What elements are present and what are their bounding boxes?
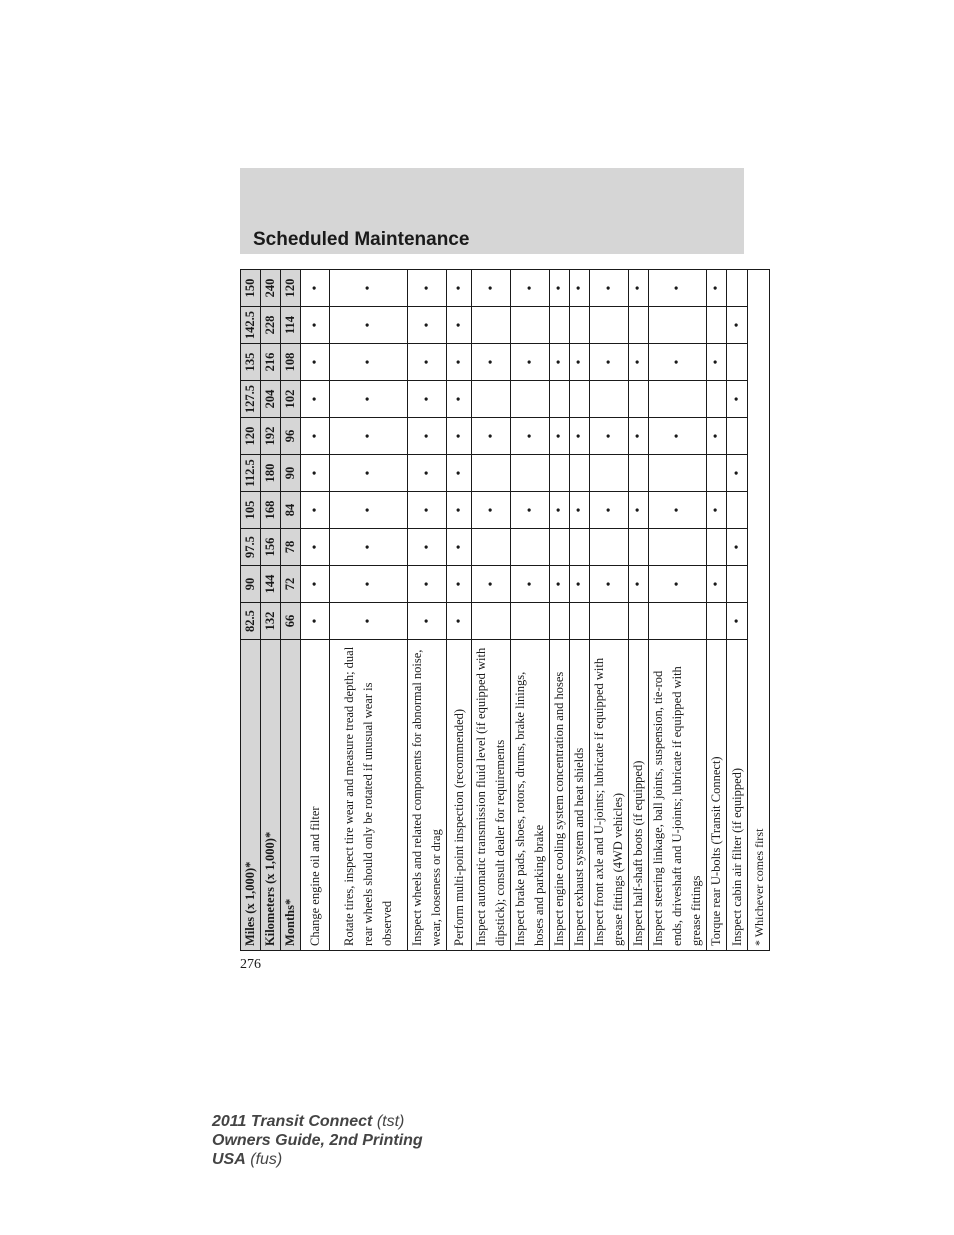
service-item-label: Inspect front axle and U-joints; lubricate if equipped with grease fittings (4WD vehicles) <box>590 640 629 951</box>
schedule-mark-cell: • <box>570 270 590 307</box>
schedule-mark-cell: • <box>707 492 727 529</box>
schedule-mark-cell: • <box>629 270 649 307</box>
schedule-mark-cell: • <box>330 566 408 603</box>
schedule-mark-cell <box>550 603 570 640</box>
schedule-mark-cell: • <box>408 529 447 566</box>
schedule-mark-cell: • <box>408 492 447 529</box>
service-item-label: Inspect wheels and related components for abnormal noise, wear, looseness or drag <box>408 640 447 951</box>
schedule-mark-cell <box>570 381 590 418</box>
schedule-mark-cell: • <box>330 455 408 492</box>
maintenance-schedule-table <box>240 269 770 951</box>
footer-line-model <box>212 1112 423 1131</box>
schedule-mark-cell: • <box>472 492 511 529</box>
schedule-mark-cell <box>727 566 748 603</box>
footer-region-code: (fus) <box>250 1151 283 1168</box>
interval-value-cell: 78 <box>281 529 301 566</box>
schedule-mark-cell: • <box>629 344 649 381</box>
schedule-mark-cell: • <box>550 344 570 381</box>
schedule-mark-cell: • <box>727 307 748 344</box>
schedule-mark-cell <box>707 455 727 492</box>
schedule-mark-cell: • <box>447 381 472 418</box>
schedule-mark-cell: • <box>472 344 511 381</box>
rotated-table-wrapper <box>240 270 766 951</box>
schedule-mark-cell: • <box>649 492 707 529</box>
interval-value-cell: 66 <box>281 603 301 640</box>
schedule-mark-cell: • <box>727 603 748 640</box>
footer-line-guide: Owners Guide, 2nd Printing <box>212 1132 423 1149</box>
schedule-mark-cell: • <box>330 529 408 566</box>
schedule-mark-cell <box>570 455 590 492</box>
interval-value-cell: 84 <box>281 492 301 529</box>
section-header-band <box>240 168 744 254</box>
schedule-mark-cell: • <box>330 603 408 640</box>
schedule-mark-cell <box>649 529 707 566</box>
footer-line-region <box>212 1150 423 1169</box>
schedule-mark-cell: • <box>570 492 590 529</box>
interval-value-cell: 228 <box>261 307 281 344</box>
schedule-mark-cell: • <box>590 418 629 455</box>
service-item-label: Inspect brake pads, shoes, rotors, drums, brake linings, hoses and parking brake <box>511 640 550 951</box>
footnote-text: * Whichever comes first <box>748 270 770 951</box>
schedule-mark-cell: • <box>447 603 472 640</box>
schedule-mark-cell <box>727 270 748 307</box>
header-label-cell: Kilometers (x 1,000)* <box>261 640 281 951</box>
interval-value-cell: 120 <box>281 270 301 307</box>
schedule-mark-cell: • <box>408 566 447 603</box>
schedule-mark-cell: • <box>301 566 330 603</box>
schedule-mark-cell <box>707 603 727 640</box>
schedule-mark-cell <box>590 603 629 640</box>
schedule-mark-cell: • <box>649 270 707 307</box>
interval-value-cell: 240 <box>261 270 281 307</box>
schedule-mark-cell: • <box>570 418 590 455</box>
schedule-mark-cell <box>511 603 550 640</box>
schedule-mark-cell: • <box>472 566 511 603</box>
schedule-mark-cell <box>472 381 511 418</box>
interval-value-cell: 72 <box>281 566 301 603</box>
table-row <box>649 270 707 951</box>
schedule-mark-cell <box>590 307 629 344</box>
schedule-mark-cell: • <box>330 381 408 418</box>
table-row <box>590 270 629 951</box>
schedule-mark-cell: • <box>707 344 727 381</box>
schedule-mark-cell: • <box>330 344 408 381</box>
schedule-mark-cell <box>570 603 590 640</box>
schedule-mark-cell: • <box>301 492 330 529</box>
schedule-mark-cell: • <box>301 381 330 418</box>
interval-value-cell: 180 <box>261 455 281 492</box>
schedule-mark-cell: • <box>550 566 570 603</box>
schedule-mark-cell: • <box>511 566 550 603</box>
table-row <box>301 270 330 951</box>
schedule-mark-cell <box>590 455 629 492</box>
schedule-mark-cell <box>472 455 511 492</box>
schedule-mark-cell: • <box>629 566 649 603</box>
schedule-mark-cell: • <box>447 492 472 529</box>
schedule-mark-cell: • <box>447 418 472 455</box>
schedule-mark-cell: • <box>301 270 330 307</box>
schedule-mark-cell: • <box>550 270 570 307</box>
schedule-mark-cell <box>550 529 570 566</box>
schedule-mark-cell <box>629 381 649 418</box>
schedule-mark-cell: • <box>511 492 550 529</box>
table-row <box>408 270 447 951</box>
schedule-mark-cell <box>570 529 590 566</box>
schedule-mark-cell: • <box>301 418 330 455</box>
interval-value-cell: 156 <box>261 529 281 566</box>
interval-value-cell: 150 <box>241 270 261 307</box>
interval-value-cell: 127.5 <box>241 381 261 418</box>
schedule-mark-cell <box>649 455 707 492</box>
table-row <box>727 270 748 951</box>
schedule-mark-cell: • <box>727 455 748 492</box>
footer-model-name: 2011 Transit Connect <box>212 1113 373 1130</box>
schedule-mark-cell: • <box>408 344 447 381</box>
header-label-cell: Miles (x 1,000)* <box>241 640 261 951</box>
table-row <box>707 270 727 951</box>
service-item-label: Perform multi-point inspection (recommended) <box>447 640 472 951</box>
schedule-mark-cell <box>629 603 649 640</box>
schedule-mark-cell: • <box>447 566 472 603</box>
table-row <box>472 270 511 951</box>
schedule-mark-cell: • <box>472 418 511 455</box>
table-footnote-row <box>748 270 770 951</box>
schedule-mark-cell: • <box>301 455 330 492</box>
interval-value-cell: 204 <box>261 381 281 418</box>
service-item-label: Inspect exhaust system and heat shields <box>570 640 590 951</box>
interval-value-cell: 135 <box>241 344 261 381</box>
interval-value-cell: 97.5 <box>241 529 261 566</box>
schedule-mark-cell: • <box>550 492 570 529</box>
service-item-label: Inspect steering linkage, ball joints, suspension, tie-rod ends, driveshaft and U-joints; lubricate if equipped with grease fittings <box>649 640 707 951</box>
service-item-label: Inspect half-shaft boots (if equipped) <box>629 640 649 951</box>
schedule-mark-cell <box>472 307 511 344</box>
schedule-mark-cell: • <box>408 603 447 640</box>
schedule-mark-cell: • <box>330 492 408 529</box>
interval-value-cell: 144 <box>261 566 281 603</box>
schedule-mark-cell <box>707 381 727 418</box>
interval-value-cell: 90 <box>281 455 301 492</box>
table-row <box>570 270 590 951</box>
interval-value-cell: 108 <box>281 344 301 381</box>
schedule-mark-cell: • <box>570 344 590 381</box>
service-item-label: Rotate tires, inspect tire wear and measure tread depth; dual rear wheels should only be rotated if unusual wear is observed <box>330 640 408 951</box>
table-row <box>511 270 550 951</box>
table-row <box>330 270 408 951</box>
service-item-label: Inspect cabin air filter (if equipped) <box>727 640 748 951</box>
schedule-mark-cell: • <box>590 566 629 603</box>
interval-value-cell: 114 <box>281 307 301 344</box>
schedule-mark-cell: • <box>707 270 727 307</box>
schedule-mark-cell <box>629 307 649 344</box>
interval-value-cell: 82.5 <box>241 603 261 640</box>
schedule-mark-cell <box>629 455 649 492</box>
schedule-mark-cell: • <box>649 418 707 455</box>
schedule-mark-cell <box>550 455 570 492</box>
schedule-mark-cell: • <box>472 270 511 307</box>
schedule-mark-cell: • <box>301 307 330 344</box>
schedule-mark-cell <box>511 455 550 492</box>
schedule-mark-cell: • <box>707 566 727 603</box>
schedule-mark-cell: • <box>629 418 649 455</box>
schedule-mark-cell <box>727 344 748 381</box>
schedule-mark-cell <box>649 381 707 418</box>
schedule-mark-cell: • <box>408 381 447 418</box>
schedule-mark-cell: • <box>511 270 550 307</box>
table-row <box>447 270 472 951</box>
schedule-mark-cell <box>550 381 570 418</box>
header-label-cell: Months* <box>281 640 301 951</box>
table-row <box>629 270 649 951</box>
schedule-mark-cell: • <box>590 344 629 381</box>
interval-value-cell: 168 <box>261 492 281 529</box>
schedule-mark-cell: • <box>727 529 748 566</box>
table-header-row <box>261 270 281 951</box>
table-row <box>550 270 570 951</box>
interval-value-cell: 216 <box>261 344 281 381</box>
schedule-mark-cell <box>550 307 570 344</box>
schedule-mark-cell <box>649 307 707 344</box>
schedule-mark-cell <box>511 381 550 418</box>
schedule-mark-cell: • <box>408 455 447 492</box>
table-header-row <box>281 270 301 951</box>
schedule-mark-cell: • <box>408 307 447 344</box>
schedule-mark-cell: • <box>330 418 408 455</box>
service-item-label: Inspect automatic transmission fluid level (if equipped with dipstick); consult dealer for requirements <box>472 640 511 951</box>
schedule-mark-cell: • <box>550 418 570 455</box>
schedule-mark-cell <box>629 529 649 566</box>
schedule-mark-cell: • <box>649 344 707 381</box>
interval-value-cell: 120 <box>241 418 261 455</box>
schedule-mark-cell: • <box>408 270 447 307</box>
schedule-mark-cell <box>472 603 511 640</box>
page-number: 276 <box>240 957 261 972</box>
schedule-mark-cell <box>570 307 590 344</box>
schedule-mark-cell <box>511 307 550 344</box>
service-item-label: Inspect engine cooling system concentration and hoses <box>550 640 570 951</box>
schedule-mark-cell: • <box>447 344 472 381</box>
schedule-mark-cell: • <box>330 307 408 344</box>
footer-region-name: USA <box>212 1151 246 1168</box>
document-footer <box>212 1112 423 1169</box>
interval-value-cell: 96 <box>281 418 301 455</box>
schedule-mark-cell <box>727 492 748 529</box>
schedule-mark-cell: • <box>330 270 408 307</box>
schedule-mark-cell <box>590 529 629 566</box>
schedule-mark-cell <box>707 307 727 344</box>
maintenance-table-frame <box>240 270 766 951</box>
interval-value-cell: 132 <box>261 603 281 640</box>
footer-model-code: (tst) <box>376 1113 405 1130</box>
schedule-mark-cell: • <box>511 418 550 455</box>
schedule-mark-cell <box>727 418 748 455</box>
schedule-mark-cell: • <box>511 344 550 381</box>
schedule-mark-cell: • <box>727 381 748 418</box>
schedule-mark-cell <box>472 529 511 566</box>
interval-value-cell: 112.5 <box>241 455 261 492</box>
interval-value-cell: 102 <box>281 381 301 418</box>
interval-value-cell: 90 <box>241 566 261 603</box>
schedule-mark-cell: • <box>301 603 330 640</box>
schedule-mark-cell: • <box>447 270 472 307</box>
schedule-mark-cell: • <box>301 529 330 566</box>
schedule-mark-cell: • <box>707 418 727 455</box>
schedule-mark-cell: • <box>570 566 590 603</box>
interval-value-cell: 192 <box>261 418 281 455</box>
interval-value-cell: 142.5 <box>241 307 261 344</box>
schedule-mark-cell <box>511 529 550 566</box>
schedule-mark-cell: • <box>408 418 447 455</box>
schedule-mark-cell: • <box>447 529 472 566</box>
schedule-mark-cell: • <box>590 492 629 529</box>
schedule-mark-cell: • <box>649 566 707 603</box>
schedule-mark-cell: • <box>301 344 330 381</box>
schedule-mark-cell <box>590 381 629 418</box>
section-title: Scheduled Maintenance <box>253 229 470 250</box>
service-item-label: Torque rear U-bolts (Transit Connect) <box>707 640 727 951</box>
service-item-label: Change engine oil and filter <box>301 640 330 951</box>
interval-value-cell: 105 <box>241 492 261 529</box>
table-header-row <box>241 270 261 951</box>
schedule-mark-cell <box>707 529 727 566</box>
schedule-mark-cell: • <box>590 270 629 307</box>
schedule-mark-cell: • <box>447 307 472 344</box>
schedule-mark-cell: • <box>629 492 649 529</box>
schedule-mark-cell <box>649 603 707 640</box>
schedule-mark-cell: • <box>447 455 472 492</box>
